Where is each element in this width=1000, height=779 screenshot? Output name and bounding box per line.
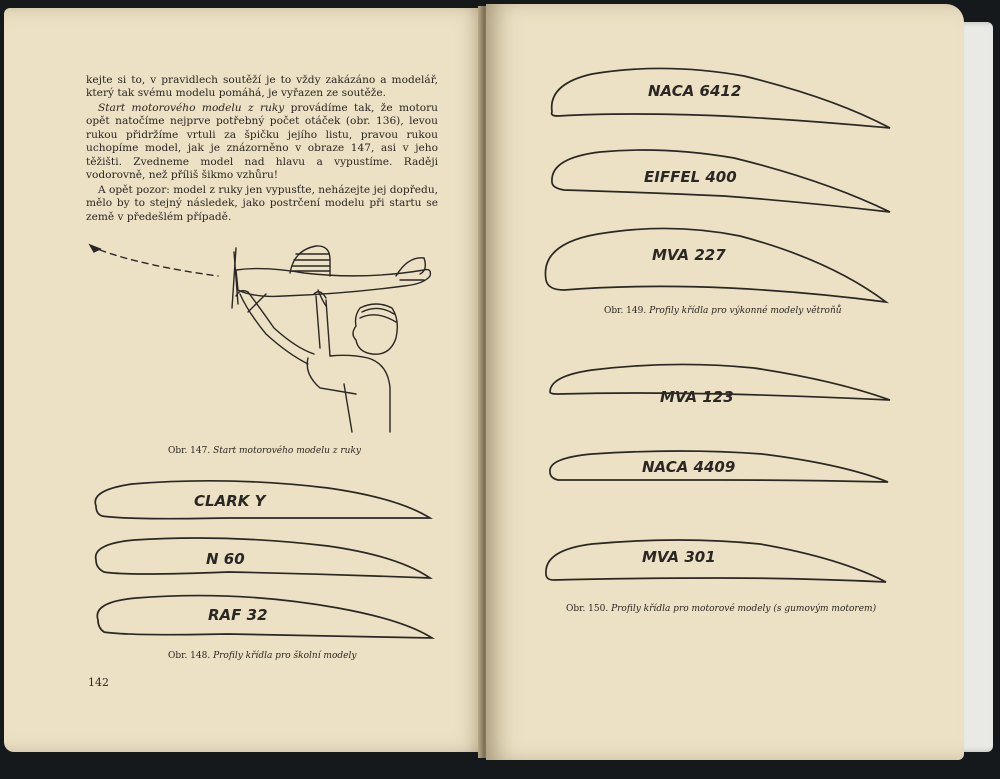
left-page xyxy=(4,8,486,752)
airfoil-label-mva-301: MVA 301 xyxy=(642,548,716,566)
figure-149-number: Obr. 149. xyxy=(604,306,650,316)
airfoil-label-eiffel-400: EIFFEL 400 xyxy=(644,168,737,186)
airfoil-label-mva-227: MVA 227 xyxy=(652,246,726,264)
airfoil-naca-6412 xyxy=(544,62,894,134)
figure-149-caption xyxy=(604,306,842,316)
airfoil-clark-y xyxy=(88,476,438,526)
paragraph-2-text: provádíme tak, že motoru opět natočíme nejprve potřebný počet otáček (obr. 136), levou rukou přidržíme vrtuli za špičku jejího listu, pravou rukou uchopíme model, jak je znázorněno v obraze 147, asi v jeho těžišti. Zvedneme model nad hlavu a vypustíme. Raději vodorovně, než příliš šikmo vzhůru! xyxy=(86,102,438,182)
airfoil-n60 xyxy=(88,532,438,582)
airfoil-label-clark-y: CLARK Y xyxy=(194,492,266,510)
figure-147-number: Obr. 147. xyxy=(168,446,214,456)
figure-147-caption xyxy=(168,446,361,456)
figure-150-caption xyxy=(566,604,876,614)
airfoil-label-mva-123: MVA 123 xyxy=(660,388,734,406)
figure-149-title: Profily křídla pro výkonné modely větroňů xyxy=(649,306,842,316)
figure-150-number: Obr. 150. xyxy=(566,604,612,614)
figure-147-title: Start motorového modelu z ruky xyxy=(213,446,362,456)
figure-150-title: Profily křídla pro motorové modely (s gumovým motorem) xyxy=(611,604,877,614)
airfoil-mva-227 xyxy=(540,220,890,306)
paragraph-1-text: kejte si to, v pravidlech soutěží je to vždy zakázáno a modelář, který tak svému modelu pomáhá, je vyřazen ze soutěže. xyxy=(86,74,438,100)
airfoil-naca-4409 xyxy=(542,448,892,488)
airfoil-label-raf32: RAF 32 xyxy=(208,606,268,624)
airfoil-label-n60: N 60 xyxy=(206,550,245,568)
paragraph-3-text: A opět pozor: model z ruky jen vypusťte, neházejte jej dopředu, mělo by to stejný následek, jako postrčení modelu při startu se země v předešlém případě. xyxy=(86,184,439,223)
airfoil-label-naca-6412: NACA 6412 xyxy=(648,82,742,100)
airfoil-label-naca-4409: NACA 4409 xyxy=(642,458,736,476)
figure-148-title: Profily křídla pro školní modely xyxy=(213,651,357,661)
airfoil-mva-123 xyxy=(544,358,894,410)
paragraph-2-italic-lead: Start motorového modelu z ruky xyxy=(98,102,285,114)
figure-148-number: Obr. 148. xyxy=(168,651,214,661)
airfoil-raf32 xyxy=(88,588,438,644)
airfoil-mva-301 xyxy=(540,534,890,588)
airfoil-eiffel-400 xyxy=(544,142,894,216)
figure-148-caption xyxy=(168,651,356,661)
right-page xyxy=(486,4,964,760)
page-number: 142 xyxy=(88,676,109,689)
